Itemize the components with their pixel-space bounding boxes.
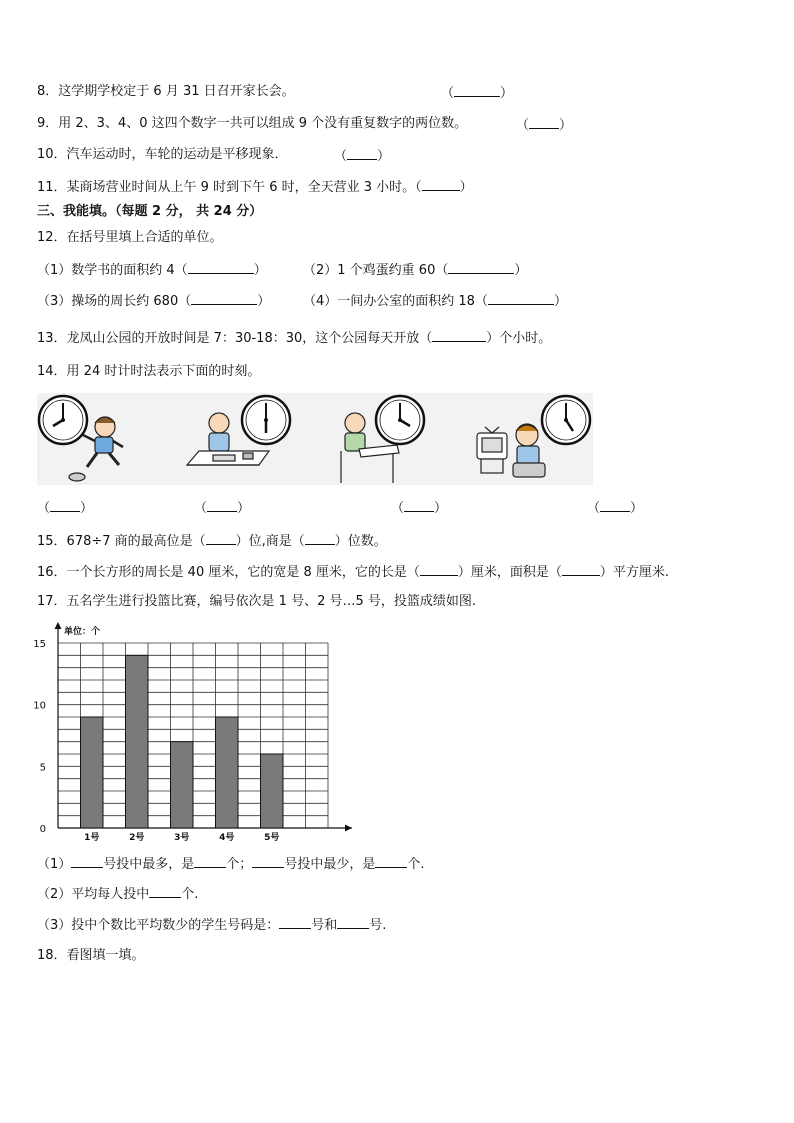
x-axis-arrow xyxy=(345,825,352,832)
question-11: 11．某商场营业时间从上午 9 时到下午 6 时，全天营业 3 小时。（ ） xyxy=(37,180,473,195)
clock-icon xyxy=(542,396,590,444)
bar xyxy=(261,754,284,828)
y-tick-label: 5 xyxy=(39,762,46,774)
q12-item-4[interactable]: （4）一间办公室的面积约 18（ ） xyxy=(303,294,567,309)
q17-blank-below-1[interactable] xyxy=(279,916,311,929)
q11-answer[interactable]: （ ） xyxy=(415,180,473,195)
q14-answer-4[interactable]: （ ） xyxy=(587,501,644,516)
q17-blank-below-2[interactable] xyxy=(337,916,369,929)
q14-answer-1[interactable]: （ ） xyxy=(37,501,94,516)
q17-sub-1: （1） 号投中最多，是 个； 号投中最少，是 个. xyxy=(37,857,425,872)
q17-blank-least-count[interactable] xyxy=(375,855,407,868)
q17-sub-2: （2）平均每人投中 个. xyxy=(37,887,199,902)
clock-icon xyxy=(376,396,424,444)
question-9: 9．用 2、3、4、0 这四个数字一共可以组成 9 个没有重复数字的两位数。 xyxy=(37,116,468,131)
q16-answer-1[interactable] xyxy=(420,563,458,576)
question-14: 14．用 24 时计时法表示下面的时刻。 xyxy=(37,364,261,379)
q13-answer[interactable] xyxy=(432,329,486,342)
q17-blank-average[interactable] xyxy=(149,885,181,898)
x-tick-label: 1号 xyxy=(84,833,100,843)
clock-illustrations xyxy=(37,393,593,485)
bar xyxy=(171,742,194,828)
y-tick-label: 0 xyxy=(39,824,46,835)
q17-sub-3: （3）投中个数比平均数少的学生号码是： 号和 号. xyxy=(37,918,387,933)
q14-answer-3[interactable]: （ ） xyxy=(391,501,448,516)
q15-answer-2[interactable] xyxy=(305,532,335,545)
bar xyxy=(126,655,149,828)
unit-label: 单位：个 xyxy=(64,627,101,637)
question-8: 8．这学期学校定于 6 月 31 日召开家长会。 xyxy=(37,84,295,99)
q12-item-2[interactable]: （2）1 个鸡蛋约重 60（ ） xyxy=(303,263,528,278)
x-tick-label: 4号 xyxy=(219,833,235,843)
question-18: 18．看图填一填。 xyxy=(37,948,145,963)
y-tick-label: 15 xyxy=(33,639,46,650)
q8-answer[interactable]: （ ） xyxy=(441,86,514,101)
bar xyxy=(216,717,239,828)
basketball-bar-chart xyxy=(30,618,360,846)
q17-blank-most-count[interactable] xyxy=(194,855,226,868)
question-10: 10．汽车运动时，车轮的运动是平移现象． xyxy=(37,147,288,162)
q14-answer-2[interactable]: （ ） xyxy=(194,501,251,516)
y-tick-label: 10 xyxy=(33,700,46,712)
question-12: 12．在括号里填上合适的单位。 xyxy=(37,230,223,245)
q17-blank-most-id[interactable] xyxy=(71,855,103,868)
q17-blank-least-id[interactable] xyxy=(252,855,284,868)
q12-item-1[interactable]: （1）数学书的面积约 4（ ） xyxy=(37,263,267,278)
x-tick-label: 5号 xyxy=(264,833,280,843)
question-16: 16．一个长方形的周长是 40 厘米，它的宽是 8 厘米，它的长是（ ）厘米，面积是（ ）平方厘米. xyxy=(37,565,670,580)
q10-answer[interactable]: （ ） xyxy=(334,149,391,164)
x-tick-label: 2号 xyxy=(129,833,145,843)
q16-answer-2[interactable] xyxy=(562,563,600,576)
q9-answer[interactable]: （ ） xyxy=(516,118,573,133)
clock-icon xyxy=(242,396,290,444)
question-13: 13．龙凤山公园的开放时间是 7：30-18：30，这个公园每天开放（ ）个小时。 xyxy=(37,331,552,346)
question-15: 15．678÷7 商的最高位是（ ）位,商是（ ）位数。 xyxy=(37,534,387,549)
clock-icon xyxy=(39,396,87,444)
bar xyxy=(81,717,104,828)
question-17: 17．五名学生进行投篮比赛，编号依次是 1 号、2 号…5 号，投篮成绩如图. xyxy=(37,594,477,609)
section-3-title: 三、我能填。（每题 2 分， 共 24 分） xyxy=(37,204,263,219)
y-axis-arrow xyxy=(55,622,62,629)
q12-item-3[interactable]: （3）操场的周长约 680（ ） xyxy=(37,294,271,309)
q15-answer-1[interactable] xyxy=(206,532,236,545)
x-tick-label: 3号 xyxy=(174,833,190,843)
